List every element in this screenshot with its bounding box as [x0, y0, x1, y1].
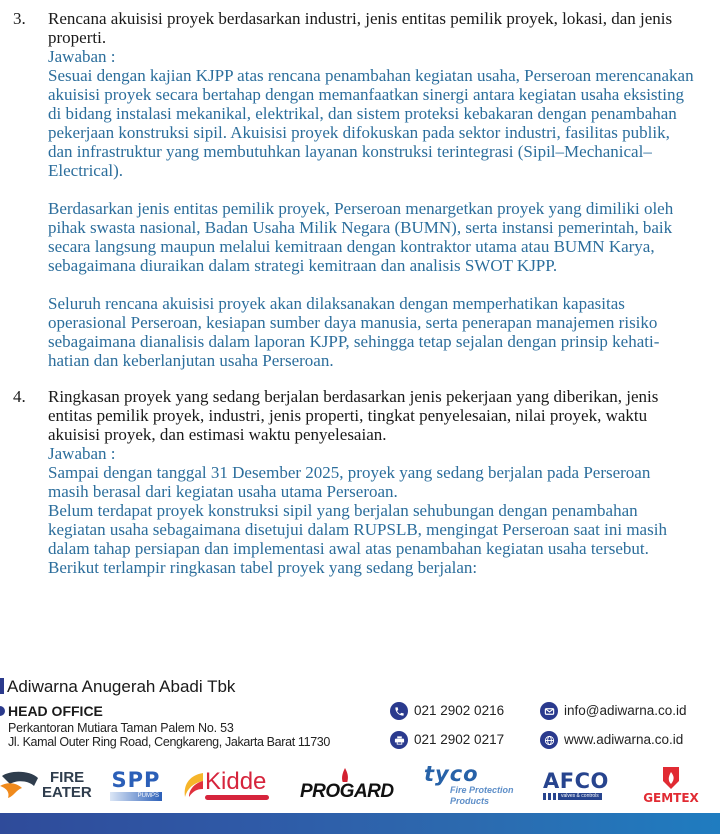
gemtex-shield-icon — [661, 765, 681, 791]
progard-flame-icon — [340, 768, 350, 782]
logo-progard — [300, 758, 412, 812]
kidde-text: Kidde — [205, 768, 267, 795]
answer-paragraph — [48, 294, 704, 370]
spp-subtext: PUMPS — [110, 792, 162, 801]
address-line-2: Jl. Kamal Outer Ring Road, Cengkareng, Jakarta Barat 11730 — [8, 735, 331, 749]
phone-contact — [390, 702, 504, 720]
email-contact — [540, 702, 687, 720]
email-icon — [540, 702, 558, 720]
answer-line: pekerjaan konstruksi sipil. Akuisisi proyek difokuskan pada sektor industri, fasilitas publik, — [48, 123, 670, 142]
answer-label: Jawaban : — [48, 444, 116, 463]
afco-bar-mark — [548, 793, 551, 800]
afco-bar-mark — [553, 793, 556, 800]
kidde-flame-icon — [183, 771, 205, 799]
tyco-subtext-2: Products — [450, 796, 490, 806]
partner-logos — [0, 758, 720, 812]
fire-eater-mark-icon — [0, 768, 40, 802]
logo-gemtex — [636, 758, 706, 812]
gemtex-text: GEMTEX — [643, 791, 699, 805]
logo-fire-eater — [0, 758, 92, 812]
answer-line: pihak swasta nasional, Badan Usaha Milik Negara (BUMN), serta instansi pemerintah, baik — [48, 218, 673, 237]
letterhead-footer — [0, 664, 720, 813]
answer-line: kegiatan usaha sebagaimana disetujui dalam RUPSLB, mengingat Perseroan saat ini masih — [48, 520, 667, 539]
answer-line: Belum terdapat proyek konstruksi sipil yang berjalan sehubungan dengan penambahan — [48, 501, 638, 520]
head-office-text: HEAD OFFICE — [8, 703, 103, 719]
question-line: properti. — [48, 28, 107, 47]
spp-text: SPP — [111, 768, 161, 792]
afco-subtext: valves & controls — [558, 793, 602, 800]
answer-label: Jawaban : — [48, 47, 116, 66]
answer-line: dalam tahap persiapan dan implementasi awal atas penambahan kegiatan usaha tersebut. — [48, 539, 649, 558]
footer-color-bar — [0, 813, 720, 834]
address-line-1: Perkantoran Mutiara Taman Palem No. 53 — [8, 721, 234, 735]
answer-line: Sesuai dengan kajian KJPP atas rencana penambahan kegiatan usaha, Perseroan merencanakan — [48, 66, 694, 85]
question-line: akuisisi proyek, dan estimasi waktu penyelesaian. — [48, 425, 387, 444]
answer-paragraph — [48, 199, 704, 275]
question-text — [48, 387, 704, 444]
afco-text: AFCO — [543, 769, 609, 793]
question-line: Rencana akuisisi proyek berdasarkan industri, jenis entitas pemilik proyek, lokasi, dan jenis — [48, 9, 673, 28]
tyco-subtext-1: Fire Protection — [450, 785, 514, 795]
kidde-underline — [205, 795, 269, 800]
fax-contact — [390, 731, 504, 749]
question-number: 4. — [13, 387, 26, 406]
answer-line: masih berasal dari kegiatan usaha utama Perseroan. — [48, 482, 398, 501]
globe-icon — [540, 731, 558, 749]
question-line: Ringkasan proyek yang sedang berjalan berdasarkan jenis pekerjaan yang diberikan, jenis — [48, 387, 659, 406]
answer-line: Sampai dengan tanggal 31 Desember 2025, proyek yang sedang berjalan pada Perseroan — [48, 463, 651, 482]
answer-line: akuisisi proyek secara bertahap dengan memanfaatkan sinergi antara kegiatan usaha eksisting — [48, 85, 684, 104]
email-address[interactable]: info@adiwarna.co.id — [564, 703, 687, 718]
company-name — [0, 677, 235, 697]
answer-line: Berikut terlampir ringkasan tabel proyek yang sedang berjalan: — [48, 558, 478, 577]
phone-number[interactable]: 021 2902 0216 — [414, 703, 505, 718]
progard-text: PROGARD — [300, 781, 394, 802]
logo-tyco — [424, 758, 528, 812]
brand-mark-icon — [0, 678, 4, 694]
answer-line: sebagaimana dianalisis dalam laporan KJPP, sehingga tetap sejalan dengan prinsip kehati- — [48, 332, 660, 351]
answer-line: hatian dan keberlanjutan usaha Perseroan. — [48, 351, 334, 370]
website-url[interactable]: www.adiwarna.co.id — [564, 732, 684, 747]
answer-line: sebagaimana diuraikan dalam strategi kemitraan dan analisis SWOT KJPP. — [48, 256, 558, 275]
head-office-label — [0, 703, 103, 719]
fax-printer-icon — [390, 731, 408, 749]
logo-kidde — [183, 758, 275, 812]
answer-paragraph — [48, 66, 704, 180]
tyco-text: tyco — [424, 762, 479, 786]
fire-eater-text-2: EATER — [42, 784, 92, 801]
website-contact — [540, 731, 683, 749]
question-line: entitas pemilik proyek, industri, jenis properti, tingkat penyelesaian, nilai proyek, waktu — [48, 406, 648, 425]
logo-afco — [543, 758, 619, 812]
answer-paragraph — [48, 463, 704, 577]
answer-line: operasional Perseroan, kesiapan sumber daya manusia, serta penerapan manajemen risiko — [48, 313, 658, 332]
company-name-text: Adiwarna Anugerah Abadi Tbk — [7, 677, 236, 696]
bullet-icon — [0, 706, 5, 716]
question-number: 3. — [13, 9, 26, 28]
afco-bar-mark — [543, 793, 546, 800]
logo-spp — [108, 758, 164, 812]
answer-line: di bidang instalasi mekanikal, elektrikal, dan sistem proteksi kebakaran dengan penambahan — [48, 104, 677, 123]
fire-eater-text-1: FIRE — [50, 769, 85, 786]
answer-line: Seluruh rencana akuisisi proyek akan dilaksanakan dengan memperhatikan kapasitas — [48, 294, 625, 313]
answer-line: secara langsung maupun melalui kemitraan dengan kontraktor utama atau BUMN Karya, — [48, 237, 655, 256]
question-text — [48, 9, 704, 47]
answer-line: Berdasarkan jenis entitas pemilik proyek, Perseroan menargetkan proyek yang dimiliki oleh — [48, 199, 674, 218]
answer-line: Electrical). — [48, 161, 124, 180]
fax-number[interactable]: 021 2902 0217 — [414, 732, 505, 747]
phone-icon — [390, 702, 408, 720]
answer-line: dan infrastruktur yang membutuhkan layanan konstruksi terintegrasi (Sipil–Mechanical– — [48, 142, 652, 161]
